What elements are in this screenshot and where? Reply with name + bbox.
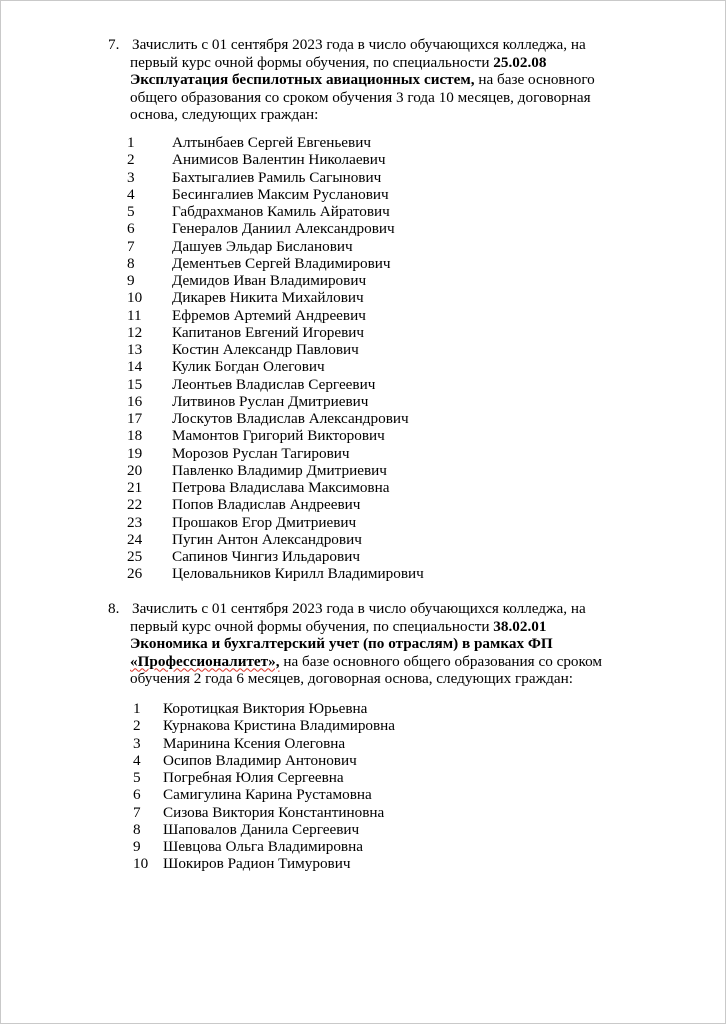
student-number: 11 bbox=[127, 306, 142, 324]
section-7-specialty-name: Эксплуатация беспилотных авиационных систем, bbox=[130, 71, 475, 88]
student-name: Сапинов Чингиз Ильдарович bbox=[172, 548, 360, 565]
student-row bbox=[0, 855, 726, 872]
student-number: 17 bbox=[127, 410, 143, 427]
student-name: Коротицкая Виктория Юрьевна bbox=[163, 700, 368, 717]
student-name: Морозов Руслан Тагирович bbox=[172, 444, 350, 462]
student-number: 22 bbox=[127, 496, 143, 514]
student-name: Костин Александр Павлович bbox=[172, 341, 359, 358]
section-7-line-5: основа, следующих граждан: bbox=[130, 106, 319, 123]
student-name: Самигулина Карина Рустамовна bbox=[163, 786, 372, 804]
student-row bbox=[0, 804, 726, 821]
student-name: Капитанов Евгений Игоревич bbox=[172, 323, 365, 341]
student-row bbox=[0, 838, 726, 855]
section-8-specialty-name: Экономика и бухгалтерский учет (по отраслям) в рамках ФП bbox=[130, 635, 553, 652]
student-row bbox=[0, 496, 726, 513]
student-name: Петрова Владислава Максимовна bbox=[172, 479, 390, 496]
student-number: 20 bbox=[127, 461, 143, 479]
student-number: 21 bbox=[127, 479, 143, 496]
student-row bbox=[0, 514, 726, 531]
section-8-line-5: обучения 2 года 6 месяцев, договорная основа, следующих граждан: bbox=[130, 670, 573, 687]
student-number: 2 bbox=[133, 717, 141, 735]
student-number: 8 bbox=[127, 254, 135, 272]
student-number: 4 bbox=[127, 185, 135, 203]
section-8-specialty-code: 38.02.01 bbox=[493, 617, 547, 635]
student-row bbox=[0, 324, 726, 341]
student-number: 4 bbox=[133, 751, 141, 769]
student-row bbox=[0, 393, 726, 410]
student-number: 9 bbox=[127, 272, 135, 289]
student-name: Лоскутов Владислав Александрович bbox=[172, 410, 409, 427]
student-row bbox=[0, 531, 726, 548]
student-row bbox=[0, 220, 726, 237]
student-number: 9 bbox=[133, 838, 141, 855]
student-name: Маринина Ксения Олеговна bbox=[163, 734, 346, 752]
student-name: Дашуев Эльдар Бисланович bbox=[172, 237, 353, 255]
student-number: 26 bbox=[127, 565, 143, 583]
student-name: Демидов Иван Владимирович bbox=[172, 272, 367, 289]
student-number: 23 bbox=[127, 513, 143, 531]
section-7-paragraph bbox=[130, 36, 670, 124]
student-number: 7 bbox=[133, 803, 141, 821]
student-name: Курнакова Кристина Владимировна bbox=[163, 717, 396, 735]
section-8-line-2: первый курс очной формы обучения, по специальности 38.02.01 bbox=[130, 617, 547, 635]
section-8-line-1: Зачислить с 01 сентября 2023 года в число обучающихся колледжа, на bbox=[132, 600, 586, 617]
section-7-line-2: первый курс очной формы обучения, по специальности 25.02.08 bbox=[130, 53, 547, 71]
student-number: 19 bbox=[127, 444, 143, 462]
student-name: Бесингалиев Максим Русланович bbox=[172, 185, 389, 203]
student-row bbox=[0, 169, 726, 186]
student-row bbox=[0, 186, 726, 203]
student-row bbox=[0, 445, 726, 462]
student-name: Литвинов Руслан Дмитриевич bbox=[172, 392, 369, 410]
section-7-specialty-code: 25.02.08 bbox=[493, 53, 547, 71]
student-number: 3 bbox=[133, 734, 141, 752]
student-number: 15 bbox=[127, 375, 143, 393]
section-7-number: 7. bbox=[108, 36, 120, 53]
student-name: Погребная Юлия Сергеевна bbox=[163, 769, 344, 786]
student-number: 10 bbox=[127, 289, 143, 307]
student-name: Сизова Виктория Константиновна bbox=[163, 803, 385, 821]
section-8-line-4: «Профессионалитет», на базе основного общего образования со сроком bbox=[130, 652, 603, 670]
student-name: Пугин Антон Александрович bbox=[172, 530, 362, 548]
student-row bbox=[0, 821, 726, 838]
student-name: Дементьев Сергей Владимирович bbox=[172, 254, 391, 272]
student-number: 1 bbox=[127, 134, 135, 151]
student-name: Осипов Владимир Антонович bbox=[163, 751, 357, 769]
student-name: Габдрахманов Камиль Айратович bbox=[172, 203, 390, 220]
student-row bbox=[0, 272, 726, 289]
student-name: Кулик Богдан Олегович bbox=[172, 358, 325, 376]
student-row bbox=[0, 341, 726, 358]
section-8-program-name: «Профессионалитет», bbox=[130, 652, 280, 670]
student-name: Шокиров Радион Тимурович bbox=[163, 855, 351, 873]
student-row bbox=[0, 203, 726, 220]
student-name: Леонтьев Владислав Сергеевич bbox=[172, 375, 376, 393]
student-name: Дикарев Никита Михайлович bbox=[172, 289, 364, 307]
student-row bbox=[0, 358, 726, 375]
student-row bbox=[0, 462, 726, 479]
student-number: 16 bbox=[127, 392, 143, 410]
student-row bbox=[0, 717, 726, 734]
student-row bbox=[0, 769, 726, 786]
student-number: 10 bbox=[133, 855, 149, 873]
student-row bbox=[0, 700, 726, 717]
student-number: 6 bbox=[133, 786, 141, 804]
student-row bbox=[0, 151, 726, 168]
section-7-line-4: общего образования со сроком обучения 3 года 10 месяцев, договорная bbox=[130, 88, 591, 106]
section-8-number: 8. bbox=[108, 600, 120, 617]
student-number: 6 bbox=[127, 220, 135, 238]
student-name: Прошаков Егор Дмитриевич bbox=[172, 513, 357, 531]
student-row bbox=[0, 238, 726, 255]
student-row bbox=[0, 479, 726, 496]
section-7-student-list bbox=[0, 134, 726, 583]
student-number: 5 bbox=[127, 203, 135, 220]
student-number: 25 bbox=[127, 548, 143, 565]
student-number: 3 bbox=[127, 168, 135, 186]
student-number: 18 bbox=[127, 427, 143, 445]
student-number: 7 bbox=[127, 237, 135, 255]
student-row bbox=[0, 786, 726, 803]
student-name: Мамонтов Григорий Викторович bbox=[172, 427, 385, 445]
student-row bbox=[0, 752, 726, 769]
student-row bbox=[0, 307, 726, 324]
student-row bbox=[0, 565, 726, 582]
student-name: Шаповалов Данила Сергеевич bbox=[163, 820, 360, 838]
student-name: Целовальников Кирилл Владимирович bbox=[172, 565, 424, 583]
student-name: Павленко Владимир Дмитриевич bbox=[172, 461, 387, 479]
student-number: 8 bbox=[133, 820, 141, 838]
student-number: 5 bbox=[133, 769, 141, 786]
student-number: 2 bbox=[127, 151, 135, 169]
section-7-line-3: Эксплуатация беспилотных авиационных систем, на базе основного bbox=[130, 71, 595, 88]
student-name: Генералов Даниил Александрович bbox=[172, 220, 395, 238]
student-row bbox=[0, 134, 726, 151]
section-8-paragraph bbox=[130, 600, 670, 688]
student-row bbox=[0, 548, 726, 565]
student-name: Попов Владислав Андреевич bbox=[172, 496, 361, 514]
student-name: Ефремов Артемий Андреевич bbox=[172, 306, 366, 324]
student-row bbox=[0, 735, 726, 752]
student-row bbox=[0, 289, 726, 306]
student-name: Алтынбаев Сергей Евгеньевич bbox=[172, 134, 371, 151]
section-8-student-list bbox=[0, 700, 726, 873]
student-row bbox=[0, 376, 726, 393]
student-name: Шевцова Ольга Владимировна bbox=[163, 838, 363, 855]
student-row bbox=[0, 255, 726, 272]
student-row bbox=[0, 427, 726, 444]
section-7-line-1: Зачислить с 01 сентября 2023 года в число обучающихся колледжа, на bbox=[132, 36, 586, 53]
student-number: 1 bbox=[133, 700, 141, 717]
student-number: 12 bbox=[127, 323, 143, 341]
student-number: 14 bbox=[127, 358, 143, 376]
student-name: Бахтыгалиев Рамиль Сагынович bbox=[172, 168, 382, 186]
student-number: 13 bbox=[127, 341, 143, 358]
student-number: 24 bbox=[127, 530, 143, 548]
student-row bbox=[0, 410, 726, 427]
student-name: Анимисов Валентин Николаевич bbox=[172, 151, 386, 169]
